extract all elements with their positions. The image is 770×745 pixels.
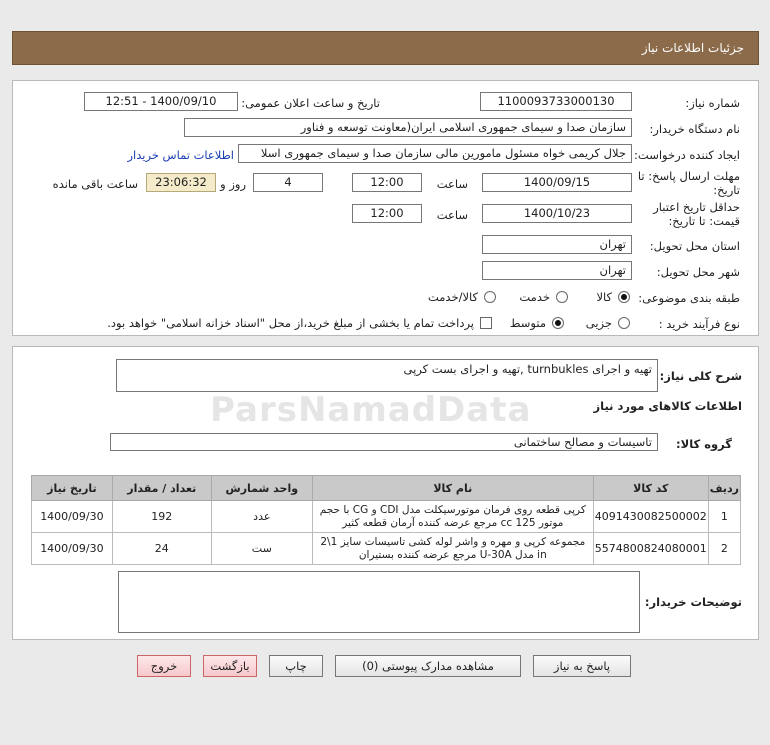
col-header-name: نام کالا: [312, 476, 593, 501]
need-date: 1400/09/30: [32, 533, 113, 565]
validity-label: حداقل تاریخ اعتبار: [653, 200, 740, 214]
category-label: طبقه بندی موضوعی:: [638, 291, 740, 305]
table-row[interactable]: [32, 501, 741, 533]
goods-code: 4091430082500002: [593, 501, 708, 533]
validity-label-date: قیمت: تا تاریخ:: [668, 214, 740, 228]
page-title: جزئیات اطلاعات نیاز: [641, 41, 744, 55]
goods-qty: 192: [112, 501, 211, 533]
row-number: 2: [708, 533, 740, 565]
process-medium-label: متوسط: [509, 316, 546, 330]
col-header-qty: تعداد / مقدار: [112, 476, 211, 501]
back-button[interactable]: بازگشت: [203, 655, 257, 677]
need-number-label: شماره نیاز:: [685, 96, 740, 110]
announce-label: تاریخ و ساعت اعلان عمومی:: [241, 96, 380, 110]
summary-field[interactable]: تهیه و اجرای turnbukles ,تهیه و اجرای بست کرپی: [116, 359, 658, 392]
deadline-label: مهلت ارسال پاسخ: تا: [637, 169, 740, 183]
category-goods-label: کالا: [596, 290, 612, 304]
col-header-code: کد کالا: [593, 476, 708, 501]
goods-unit: عدد: [211, 501, 312, 533]
buyer-notes-field[interactable]: [118, 571, 640, 633]
goods-code: 5574800824080001: [593, 533, 708, 565]
need-number-field[interactable]: 1100093733000130: [480, 92, 632, 111]
print-button[interactable]: چاپ: [269, 655, 323, 677]
goods-qty: 24: [112, 533, 211, 565]
validity-time-field[interactable]: 12:00: [352, 204, 422, 223]
deadline-label-date: تاریخ:: [713, 183, 740, 197]
province-label: استان محل تحویل:: [649, 239, 740, 253]
category-service-radio[interactable]: [556, 291, 568, 303]
category-service-label: خدمت: [519, 290, 550, 304]
category-goods-service-radio[interactable]: [484, 291, 496, 303]
days-label: روز و: [220, 177, 246, 191]
category-goods-service-label: کالا/خدمت: [427, 290, 478, 304]
days-field[interactable]: 4: [253, 173, 323, 192]
goods-unit: ست: [211, 533, 312, 565]
goods-table: [31, 475, 741, 565]
watermark-text: ParsNamadData: [210, 390, 532, 430]
deadline-time-field[interactable]: 12:00: [352, 173, 422, 192]
process-medium-radio[interactable]: [552, 317, 564, 329]
attachments-button[interactable]: مشاهده مدارک پیوستی (0): [335, 655, 521, 677]
goods-group-field[interactable]: تاسیسات و مصالح ساختمانی: [110, 433, 658, 451]
row-number: 1: [708, 501, 740, 533]
process-minor-radio[interactable]: [618, 317, 630, 329]
treasury-payment-checkbox[interactable]: [480, 317, 492, 329]
validity-date-field[interactable]: 1400/10/23: [482, 204, 632, 223]
requester-label: ایجاد کننده درخواست:: [634, 148, 740, 162]
page-header: [12, 31, 759, 65]
reply-button[interactable]: پاسخ به نیاز: [533, 655, 631, 677]
process-minor-label: جزیی: [585, 316, 612, 330]
category-goods-radio[interactable]: [618, 291, 630, 303]
table-row[interactable]: [32, 533, 741, 565]
buyer-notes-label: توضیحات خریدار:: [644, 595, 742, 609]
remaining-label: ساعت باقی مانده: [52, 177, 138, 191]
announce-field[interactable]: 1400/09/10 - 12:51: [84, 92, 238, 111]
treasury-payment-note: پرداخت تمام یا بخشی از مبلغ خرید،از محل "اسناد خزانه اسلامی" خواهد بود.: [107, 316, 474, 330]
buyer-contact-link[interactable]: اطلاعات تماس خریدار: [127, 148, 234, 162]
deadline-date-field[interactable]: 1400/09/15: [482, 173, 632, 192]
goods-name: مجموعه کرپی و مهره و واشر لوله کشی تاسیسات سایز 1\2 in مدل U-30A مرجع عرضه کننده بستیران: [312, 533, 593, 565]
remaining-time-field: 23:06:32: [146, 173, 216, 192]
col-header-unit: واحد شمارش: [211, 476, 312, 501]
col-header-date: تاریخ نیاز: [32, 476, 113, 501]
validity-time-label: ساعت: [436, 208, 468, 222]
goods-name: کرپی قطعه روی فرمان موتورسیکلت مدل CDI و CG با حجم موتور 125 cc مرجع عرضه کننده آرمان قطعه کثیر: [312, 501, 593, 533]
deadline-time-label: ساعت: [436, 177, 468, 191]
process-label: نوع فرآیند خرید :: [658, 317, 740, 331]
goods-info-title: اطلاعات کالاهای مورد نیاز: [593, 399, 742, 413]
need-date: 1400/09/30: [32, 501, 113, 533]
requester-field[interactable]: جلال کریمی خواه مسئول مامورین مالی سازمان صدا و سیمای جمهوری اسلا: [238, 144, 632, 163]
goods-group-label: گروه کالا:: [676, 437, 732, 451]
need-info-panel: [12, 80, 759, 336]
city-label: شهر محل تحویل:: [656, 265, 740, 279]
province-field[interactable]: تهران: [482, 235, 632, 254]
col-header-row: ردیف: [708, 476, 740, 501]
need-details-panel: [12, 346, 759, 640]
exit-button[interactable]: خروج: [137, 655, 191, 677]
summary-label: شرح کلی نیاز:: [659, 369, 742, 383]
city-field[interactable]: تهران: [482, 261, 632, 280]
buyer-org-label: نام دستگاه خریدار:: [649, 122, 740, 136]
buyer-org-field[interactable]: سازمان صدا و سیمای جمهوری اسلامی ایران(معاونت توسعه و فناور: [184, 118, 632, 137]
